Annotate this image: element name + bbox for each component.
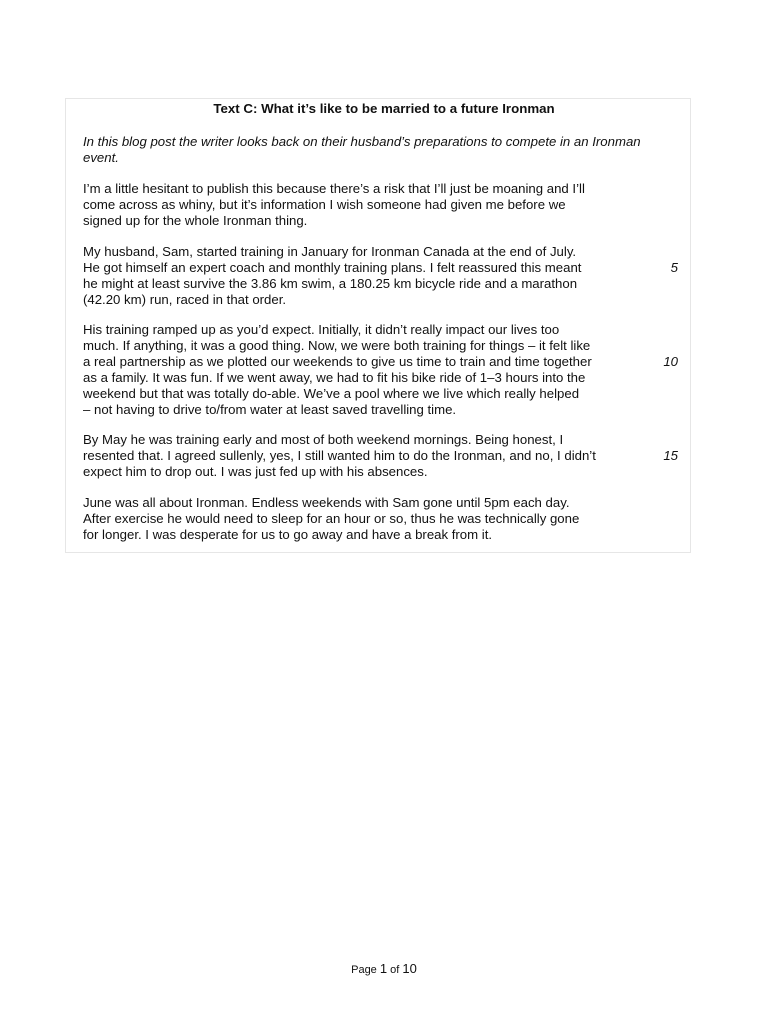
intro-line: event. xyxy=(83,150,119,165)
line-number: 10 xyxy=(663,354,678,369)
paragraph-1-line: come across as whiny, but it’s information I wish someone had given me before we xyxy=(83,197,566,212)
paragraph-5-line: After exercise he would need to sleep for an hour or so, thus he was technically gone xyxy=(83,511,580,526)
paragraph-3-line: much. If anything, it was a good thing. Now, we were both training for things – it felt like xyxy=(83,338,591,353)
paragraph-2-line: he might at least survive the 3.86 km swim, a 180.25 km bicycle ride and a marathon xyxy=(83,276,578,291)
paragraph-2-line: My husband, Sam, started training in January for Ironman Canada at the end of July. xyxy=(83,244,577,259)
paragraph-3-line: His training ramped up as you’d expect. Initially, it didn’t really impact our lives too xyxy=(83,322,560,337)
page-current: 1 xyxy=(379,961,388,976)
paragraph-5-line: June was all about Ironman. Endless weekends with Sam gone until 5pm each day. xyxy=(83,495,570,510)
paragraph-2-line: He got himself an expert coach and monthly training plans. I felt reassured this meant xyxy=(83,260,582,275)
paragraph-4-line: expect him to drop out. I was just fed up with his absences. xyxy=(83,464,428,479)
paragraph-4-line: By May he was training early and most of both weekend mornings. Being honest, I xyxy=(83,432,564,447)
paragraph-3-line: as a family. It was fun. If we went away, we had to fit his bike ride of 1–3 hours into the xyxy=(83,370,586,385)
paragraph-3-line: a real partnership as we plotted our weekends to give us time to train and time together xyxy=(83,354,592,369)
paragraph-3-line: – not having to drive to/from water at least saved travelling time. xyxy=(83,402,457,417)
paragraph-1-line: I’m a little hesitant to publish this because there’s a risk that I’ll just be moaning and I’ll xyxy=(83,181,585,196)
page-footer xyxy=(0,960,768,979)
paragraph-1-line: signed up for the whole Ironman thing. xyxy=(83,213,308,228)
paragraph-5-line: for longer. I was desperate for us to go away and have a break from it. xyxy=(83,527,493,542)
paragraph-3-line: weekend but that was totally do-able. We’ve a pool where we live which really helped xyxy=(83,386,580,401)
page-word: Page xyxy=(351,964,377,976)
intro-line: In this blog post the writer looks back on their husband’s preparations to compete in an Ironman xyxy=(83,134,641,149)
of-word: of xyxy=(390,964,400,976)
paragraph-2-line: (42.20 km) run, raced in that order. xyxy=(83,292,287,307)
document-title: Text C: What it’s like to be married to a future Ironman xyxy=(213,101,555,116)
page-total: 10 xyxy=(402,961,417,976)
line-number: 15 xyxy=(663,448,678,463)
paragraph-4-line: resented that. I agreed sullenly, yes, I still wanted him to do the Ironman, and no, I didn’t xyxy=(83,448,596,463)
line-number: 5 xyxy=(670,260,678,275)
